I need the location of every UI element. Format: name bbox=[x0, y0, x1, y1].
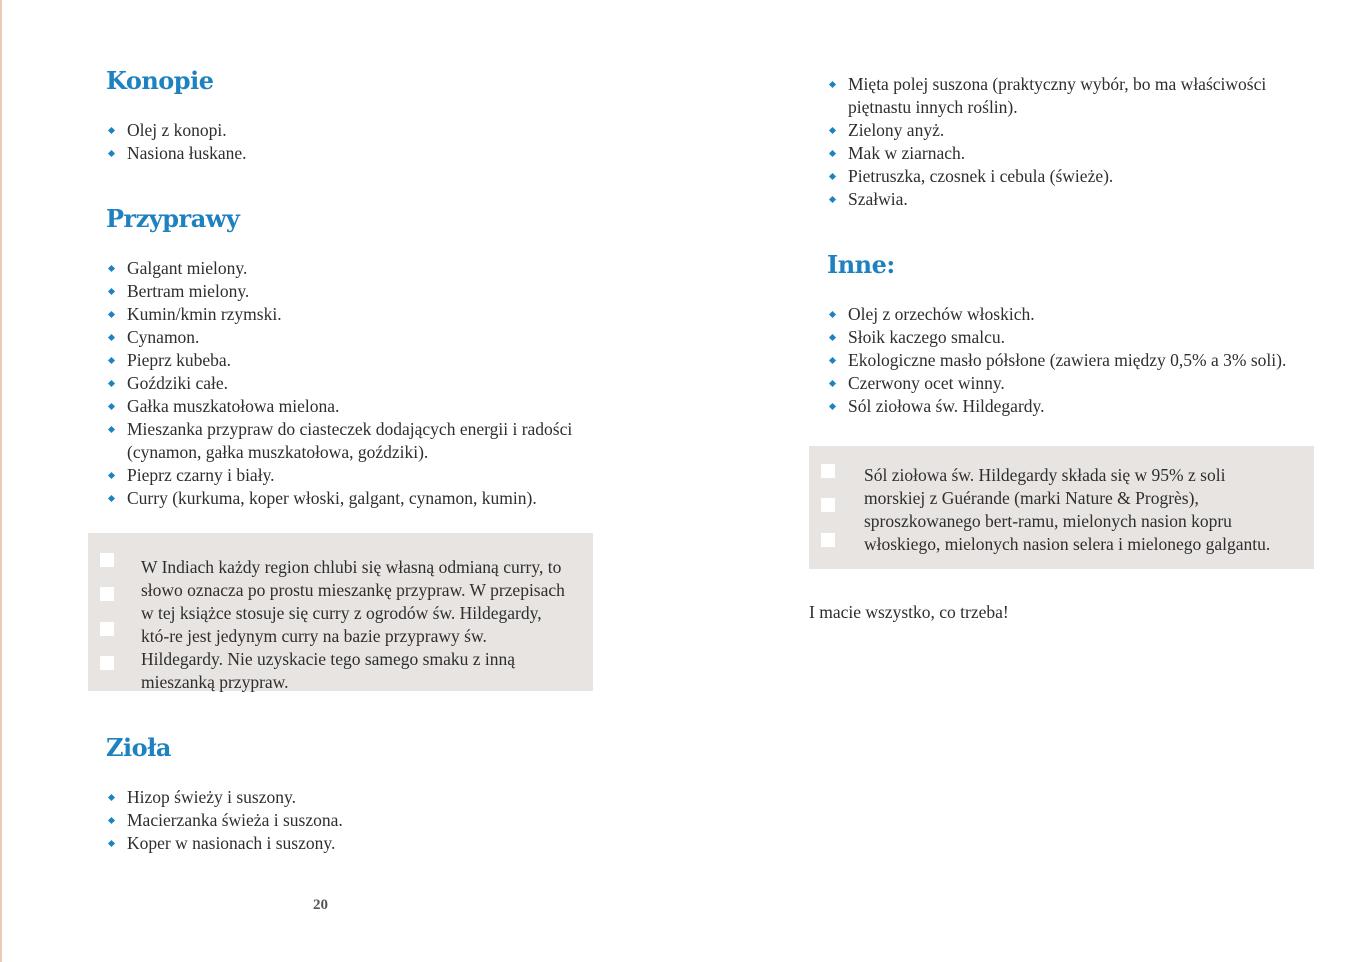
curry-note-text: W Indiach każdy region chlubi się własną odmianą curry, to słowo oznacza po prostu mieszankę przypraw. W przepisach w tej książce stosuje się curry z ogrodów św. Hildegardy, któ-re jest jedynym curry na bazie przyprawy św. Hildegardy. Nie uzyskacie tego samego smaku z inną mieszanką przypraw. bbox=[141, 557, 565, 692]
list-item: Pietruszka, czosnek i cebula (świeże). bbox=[828, 165, 1308, 188]
list-item: Olej z konopi. bbox=[107, 119, 577, 142]
list-item: Mięta polej suszona (praktyczny wybór, bo ma właściwości piętnastu innych roślin). bbox=[828, 73, 1308, 119]
diamond-bullet-icon bbox=[108, 495, 115, 502]
list-item: Cynamon. bbox=[107, 326, 577, 349]
diamond-bullet-icon bbox=[829, 380, 836, 387]
diamond-bullet-icon bbox=[108, 357, 115, 364]
diamond-bullet-icon bbox=[108, 794, 115, 801]
diamond-bullet-icon bbox=[829, 357, 836, 364]
list-item: Kumin/kmin rzymski. bbox=[107, 303, 577, 326]
diamond-bullet-icon bbox=[108, 150, 115, 157]
closing-sentence: I macie wszystko, co trzeba! bbox=[809, 602, 1009, 622]
diamond-bullet-icon bbox=[829, 150, 836, 157]
diamond-bullet-icon bbox=[108, 426, 115, 433]
list-item: Mieszanka przypraw do ciasteczek dodających energii i radości (cynamon, gałka muszkatołowa, goździki). bbox=[107, 418, 577, 464]
diamond-bullet-icon bbox=[108, 288, 115, 295]
list-item: Gałka muszkatołowa mielona. bbox=[107, 395, 577, 418]
list-item: Curry (kurkuma, koper włoski, galgant, cynamon, kumin). bbox=[107, 487, 577, 510]
heading-przyprawy: Przyprawy bbox=[106, 204, 240, 233]
diamond-bullet-icon bbox=[829, 196, 836, 203]
checkbox-icon bbox=[100, 656, 114, 670]
checkbox-icon bbox=[100, 587, 114, 601]
diamond-bullet-icon bbox=[108, 334, 115, 341]
diamond-bullet-icon bbox=[829, 81, 836, 88]
page-edge-line bbox=[0, 0, 2, 962]
list-item: Ekologiczne masło półsłone (zawiera między 0,5% a 3% soli). bbox=[828, 349, 1308, 372]
checkbox-icon bbox=[821, 498, 835, 512]
list-ziola bbox=[107, 786, 577, 855]
heading-konopie: Konopie bbox=[106, 66, 214, 95]
page-number: 20 bbox=[313, 897, 328, 913]
checkbox-icon bbox=[821, 533, 835, 547]
diamond-bullet-icon bbox=[829, 403, 836, 410]
checkbox-icon bbox=[100, 622, 114, 636]
list-item: Słoik kaczego smalcu. bbox=[828, 326, 1308, 349]
curry-note-box bbox=[88, 533, 593, 691]
salt-note-text: Sól ziołowa św. Hildegardy składa się w 95% z soli morskiej z Guérande (marki Nature & Progrès), sproszkowanego bert-ramu, mielonych nasion kopru włoskiego, mielonych nasion selera i mielonego galgantu. bbox=[864, 465, 1271, 554]
diamond-bullet-icon bbox=[829, 311, 836, 318]
checkbox-icon bbox=[821, 464, 835, 478]
checkbox-icon bbox=[100, 553, 114, 567]
list-item: Pieprz czarny i biały. bbox=[107, 464, 577, 487]
list-item: Pieprz kubeba. bbox=[107, 349, 577, 372]
diamond-bullet-icon bbox=[108, 840, 115, 847]
list-item: Macierzanka świeża i suszona. bbox=[107, 809, 577, 832]
diamond-bullet-icon bbox=[108, 403, 115, 410]
list-item: Zielony anyż. bbox=[828, 119, 1308, 142]
diamond-bullet-icon bbox=[108, 265, 115, 272]
diamond-bullet-icon bbox=[108, 817, 115, 824]
diamond-bullet-icon bbox=[829, 127, 836, 134]
diamond-bullet-icon bbox=[108, 380, 115, 387]
list-item: Bertram mielony. bbox=[107, 280, 577, 303]
list-konopie bbox=[107, 119, 577, 165]
diamond-bullet-icon bbox=[108, 127, 115, 134]
list-ziola-continued bbox=[828, 73, 1308, 211]
list-item: Nasiona łuskane. bbox=[107, 142, 577, 165]
list-item: Koper w nasionach i suszony. bbox=[107, 832, 577, 855]
list-przyprawy bbox=[107, 257, 577, 510]
heading-ziola: Zioła bbox=[106, 733, 171, 762]
list-item: Czerwony ocet winny. bbox=[828, 372, 1308, 395]
list-item: Goździki całe. bbox=[107, 372, 577, 395]
diamond-bullet-icon bbox=[108, 472, 115, 479]
list-item: Olej z orzechów włoskich. bbox=[828, 303, 1308, 326]
list-item: Hizop świeży i suszony. bbox=[107, 786, 577, 809]
diamond-bullet-icon bbox=[829, 334, 836, 341]
diamond-bullet-icon bbox=[829, 173, 836, 180]
diamond-bullet-icon bbox=[108, 311, 115, 318]
salt-note-box bbox=[809, 446, 1314, 569]
list-inne bbox=[828, 303, 1308, 418]
list-item: Sól ziołowa św. Hildegardy. bbox=[828, 395, 1308, 418]
list-item: Mak w ziarnach. bbox=[828, 142, 1308, 165]
heading-inne: Inne: bbox=[827, 250, 895, 279]
list-item: Galgant mielony. bbox=[107, 257, 577, 280]
list-item: Szałwia. bbox=[828, 188, 1308, 211]
